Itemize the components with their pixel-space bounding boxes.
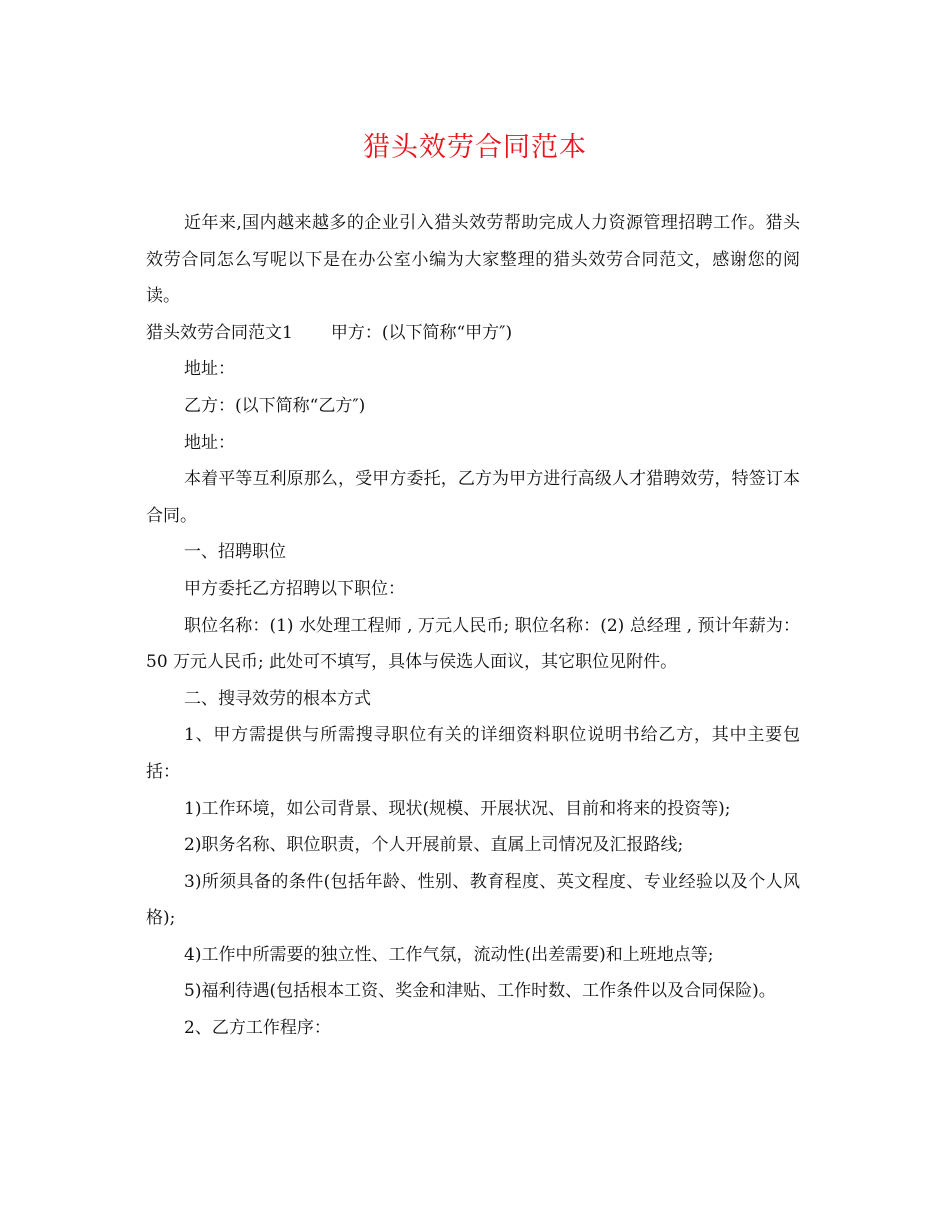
paragraph-party-b: 乙方：(以下简称“乙方″)	[184, 395, 366, 416]
paragraph-preamble: 本着平等互利原那么，受甲方委托，乙方为甲方进行高级人才猎聘效劳，特签订本合同。	[146, 469, 800, 526]
document-body	[146, 205, 800, 1047]
paragraph-positions-intro: 甲方委托乙方招聘以下职位：	[184, 578, 405, 599]
party-a-label: 甲方：(以下简称“甲方″)	[330, 322, 513, 343]
list-item-work-environment: 1)工作环境，如公司背景、现状(规模、开展状况、目前和将来的投资等);	[184, 798, 731, 819]
paragraph-party-b-address: 地址：	[184, 432, 235, 453]
paragraph-item-2: 2、乙方工作程序：	[184, 1018, 331, 1039]
contract-heading: 猎头效劳合同范文1	[146, 322, 293, 343]
paragraph-intro: 近年来,国内越来越多的企业引入猎头效劳帮助完成人力资源管理招聘工作。猎头效劳合同怎么写呢以下是在办公室小编为大家整理的猎头效劳合同范文，感谢您的阅读。	[146, 213, 800, 307]
paragraph-contract-heading	[146, 315, 800, 352]
document-title: 猎头效劳合同范本	[363, 132, 587, 163]
paragraph-party-a-address: 地址：	[184, 359, 235, 380]
list-item-work-conditions: 4)工作中所需要的独立性、工作气氛，流动性(出差需要)和上班地点等;	[184, 944, 714, 965]
paragraph-item-1: 1、甲方需提供与所需搜寻职位有关的详细资料职位说明书给乙方，其中主要包括：	[146, 725, 800, 782]
section-heading-positions: 一、招聘职位	[184, 542, 286, 563]
list-item-job-title: 2)职务名称、职位职责，个人开展前景、直属上司情况及汇报路线;	[184, 835, 684, 856]
list-item-benefits: 5)福利待遇(包括根本工资、奖金和津贴、工作时数、工作条件以及合同保险)。	[184, 981, 776, 1002]
section-heading-search-method: 二、搜寻效劳的根本方式	[184, 688, 371, 709]
paragraph-position-names: 职位名称：(1) 水处理工程师 , 万元人民币; 职位名称：(2) 总经理 , 预计年薪为： 50 万元人民币; 此处可不填写，具体与侯选人面议，其它职位见附件。	[146, 615, 800, 673]
list-item-requirements: 3)所须具备的条件(包括年龄、性别、教育程度、英文程度、专业经验以及个人风格);	[146, 871, 800, 929]
